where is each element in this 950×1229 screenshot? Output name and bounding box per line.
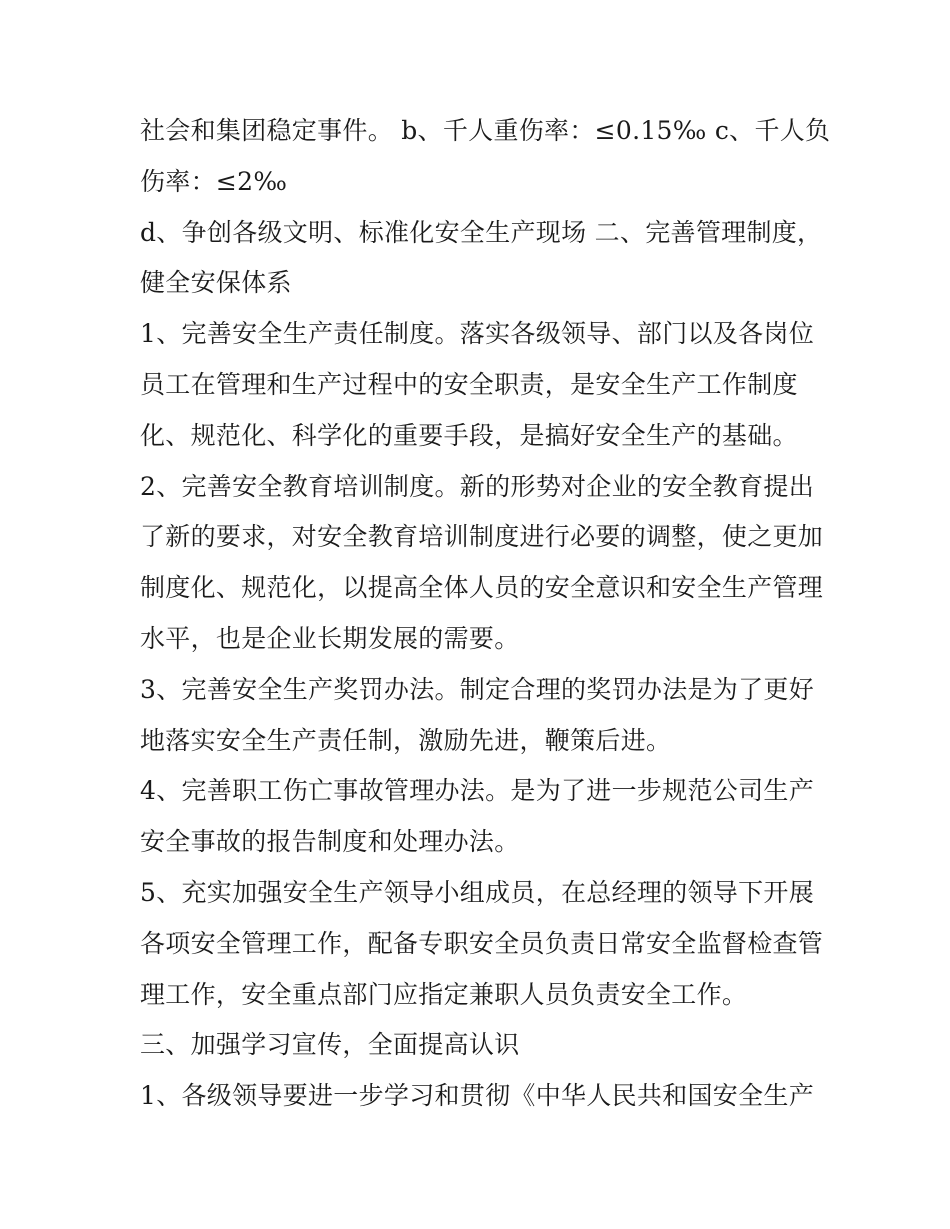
- text-line: 化、规范化、科学化的重要手段，是搞好安全生产的基础。: [140, 420, 798, 450]
- text-line: 2、完善安全教育培训制度。新的形势对企业的安全教育提出: [140, 471, 815, 501]
- text-line: 伤率：≤2‰: [140, 166, 288, 196]
- text-line: 5、充实加强安全生产领导小组成员，在总经理的领导下开展: [140, 877, 815, 907]
- text-line: d、争创各级文明、标准化安全生产现场 二、完善管理制度，: [140, 217, 823, 247]
- text-line: 制度化、规范化，以提高全体人员的安全意识和安全生产管理: [140, 573, 824, 603]
- text-line: 3、完善安全生产奖罚办法。制定合理的奖罚办法是为了更好: [140, 674, 815, 704]
- text-line: 健全安保体系: [140, 268, 292, 298]
- text-line: 理工作，安全重点部门应指定兼职人员负责安全工作。: [140, 979, 748, 1009]
- text-line: 1、各级领导要进一步学习和贯彻《中华人民共和国安全生产: [140, 1081, 815, 1111]
- text-line: 1、完善安全生产责任制度。落实各级领导、部门以及各岗位: [140, 319, 815, 349]
- text-line: 安全事故的报告制度和处理办法。: [140, 827, 520, 857]
- text-line: 各项安全管理工作，配备专职安全员负责日常安全监督检查管: [140, 928, 824, 958]
- text-line: 员工在管理和生产过程中的安全职责，是安全生产工作制度: [140, 369, 798, 399]
- text-line: 地落实安全生产责任制，激励先进，鞭策后进。: [140, 725, 672, 755]
- text-line: 了新的要求，对安全教育培训制度进行必要的调整，使之更加: [140, 522, 824, 552]
- section-heading: 三、加强学习宣传，全面提高认识: [140, 1030, 520, 1060]
- text-line: 社会和集团稳定事件。 b、千人重伤率：≤0.15‰ c、千人负: [140, 116, 831, 145]
- text-line: 4、完善职工伤亡事故管理办法。是为了进一步规范公司生产: [140, 776, 815, 806]
- text-line: 水平，也是企业长期发展的需要。: [140, 623, 520, 653]
- document-body: [140, 106, 830, 1122]
